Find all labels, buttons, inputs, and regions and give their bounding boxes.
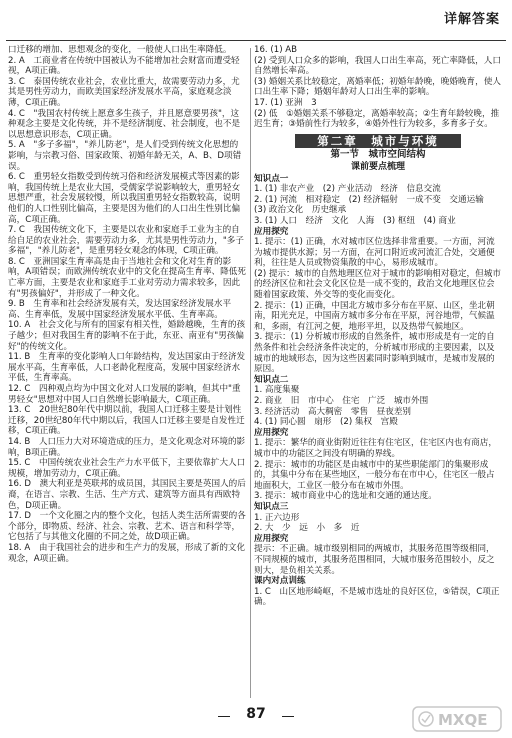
answer-item: 17. D 一个文化圈之内的整个文化，包括人类生活所需要的各个部分，即物质、经济、社会、宗教、艺术、语言和科学等，它包括了与其他文化圈的不同之处，故D项正确。 [8, 511, 246, 543]
knowledge-heading [254, 375, 502, 386]
right-column-body [254, 174, 502, 608]
answer-item: 16. (1) AB [254, 45, 298, 55]
answer-item [254, 216, 502, 227]
knowledge-heading [254, 576, 502, 587]
answer-item [254, 237, 502, 269]
answer-item: 5. A "多子多福"，"养儿防老"，是人们受到传统文化思想的影响，与宗教习俗、国家政策、初婚年龄无关，A、B、D项错误。 [8, 140, 242, 172]
answer-text: 2. 提示：城市的功能区是由城市中的某些职能部门的集聚形成的，其集中分布在某些地区，一般分布在市中心，住宅区一般占地面积大，工业区一般分布在城市外围。 [254, 459, 495, 491]
answer-item: 9. B 生育率和社会经济发展有关，发达国家经济发展水平高、生育率低，发展中国家经济发展水平低、生育率高。 [8, 299, 232, 320]
answer-text: 2. 大 少 远 小 多 近 [254, 523, 360, 534]
knowledge-label: 课内对点训练 [254, 576, 306, 587]
answer-item: 6. C 重男轻女指数受到传统习俗和经济发展模式等因素的影响，我国传统上是农业大国，受儒家学说影响较大，重男轻女思想严重，社会发展较慢，所以我国重男轻女指数较高，说明他们的人口性别比偏高，主要是因为他们的人口出生性别比偏高，C项正确。 [8, 172, 241, 225]
knowledge-label: 知识点一 [254, 173, 289, 184]
answer-text: 1. 提示：繁华的商业街附近往往有住宅区，住宅区内也有商店，城市中的功能区之间没有明确的界线。 [254, 438, 497, 459]
chapter-title: 第二章 城市与环境 [295, 134, 461, 149]
answer-text: 提示：不正确。城市级别相同的两城市，其服务范围等级相同，不同规模的城市，其服务范围相同，大城市服务范围较小，反之则大，是负相关关系。 [254, 544, 495, 576]
knowledge-heading [254, 534, 502, 545]
answer-item: 口迁移的增加、思想观念的变化，一般使人口出生率降低。 [8, 45, 232, 55]
knowledge-heading [254, 502, 502, 513]
answer-item: 13. C 20世纪80年代中期以前，我国人口迁移主要是计划性迁移，20世纪80年代中期以后，我国人口迁移主要是自发性迁移，C项正确。 [8, 405, 245, 437]
answer-item [254, 460, 502, 492]
answer-item: 10. A 社会文化与所有的国家有相关性，婚龄越晚，生育的孩子越少；但对我国生育的影响不在于此，东亚、南亚有"男孩偏好"的传统文化。 [8, 320, 246, 352]
page-header [0, 0, 512, 44]
answer-text: 1. 高度集聚 [254, 385, 300, 396]
answer-item [254, 332, 502, 374]
answer-item: 16. D 澳大利亚是英联邦的成员国，其国民主要是英国人的后裔，在语言、宗教、生活、生产方式、建筑等方面具有西欧特色，D项正确。 [8, 479, 246, 511]
answer-item [254, 269, 502, 301]
answer-item [254, 513, 502, 524]
answer-item [254, 523, 502, 534]
answer-item: 17. (1) 亚洲 3 [254, 97, 317, 108]
answer-item: (2) 受到人口众多的影响，我国人口出生率高，死亡率降低，人口自然增长率高。 [254, 55, 501, 77]
subsection-title: 课前要点梳理 [350, 161, 405, 172]
knowledge-label: 应用探究 [254, 533, 289, 544]
answer-item: 14. B 人口压力大对环境造成的压力，是文化观念对环境的影响，B项正确。 [8, 436, 246, 458]
answer-text: 2. 提示：(1) 正确，中国北方城市多分布在平原、山区，坐北朝南，阳光充足，中国南方城市多分布在平原，河谷地带，气候温和，多雨，有江河之便，地形平坦，以及热带气候地区。 [254, 300, 495, 332]
answer-item: 3. C 泰国传统农业社会，农业比重大，故需要劳动力多，尤其是男性劳动力，而欧美国家经济发展水平高，家庭观念淡薄，C项正确。 [8, 76, 240, 108]
answer-item: (2) 低 ①婚姻关系不够稳定，离婚率较高；②生育年龄较晚，推迟生育；③婚前性行为较多，④婚外性行为较多，多育多子女。 [254, 108, 500, 130]
answer-item: 15. C 中国传统农业社会生产力水平低下，主要依靠扩大人口规模，增加劳动力，C项正确。 [8, 458, 246, 479]
knowledge-label: 应用探究 [254, 427, 289, 438]
answer-text: 1. (1) 非农产业 (2) 产业活动 经济 信息交流 [254, 184, 441, 195]
answer-item: 2. A 工商业者在传统中国被认为不能增加社会财富而遭受轻视，A项正确。 [8, 55, 240, 77]
answer-item: (3) 婚姻关系比较稳定，离婚率低；初婚年龄晚，晚婚晚育，使人口出生率下降；婚姻年龄对人口出生率的影响。 [254, 76, 501, 98]
answer-text: 2. (1) 河流 相对稳定 (2) 经济辐射 一成不变 交通运输 (3) 政治文化 历史继承 [254, 194, 493, 216]
header-title: 详解答案 [443, 12, 500, 27]
knowledge-label: 知识点二 [254, 374, 289, 385]
knowledge-label: 应用探究 [254, 226, 289, 237]
knowledge-heading [254, 174, 502, 185]
answer-item [254, 301, 502, 333]
answer-item [254, 438, 502, 459]
answer-item [254, 396, 502, 407]
knowledge-heading [254, 227, 502, 238]
answer-item [254, 195, 502, 216]
answer-text: 1. 提示：(1) 正确，水对城市区位选择非常重要。一方面，河流为城市提供水源；另一方面，在河口附近或河流汇合处，交通便利，往往是人员或物资集散的中心，易形成城市。 [254, 237, 495, 269]
page-footer [0, 700, 512, 738]
page-number: 87 [232, 706, 280, 722]
answer-item: 18. A 由于我国社会的进步和生产力的发展，形成了新的文化观念，A项正确。 [8, 542, 246, 564]
answer-text: 3. 提示：(1) 分析城市形成的自然条件，城市形成是有一定的自然条件和社会经济条件决定的，分析城市形成的主要因素，以及城市的地域形态，因为这些因素同时影响到城市，是城市发展的原因。 [254, 332, 495, 375]
answer-item: 12. C 四种观点均为中国文化对人口发展的影响，但其中"重男轻女"思想对中国人口自然增长影响最大，C项正确。 [8, 384, 241, 405]
knowledge-label: 知识点三 [254, 501, 289, 512]
answer-item [254, 184, 502, 195]
answer-item: 8. C 亚洲国家生育率高是由于当地社会和文化对生育的影响，A项错误；而欧洲传统农业中的文化在提高生育率、降低死亡率方面，主要是农业和家庭手工业对劳动力需求较多，因此有"男孩偏好"，并形成了一种文化。 [8, 256, 246, 299]
right-column-top [254, 45, 502, 130]
answer-text: 1. 正六边形 [254, 512, 300, 523]
section-title: 第一节 城市空间结构 [330, 149, 426, 161]
answer-text: 3. 经济活动 高大稠密 零售 昼夜差别 [254, 406, 412, 417]
answer-item: 7. C 我国传统文化下，主要是以农业和家庭手工业为主的自给自足的农业社会，需要劳动力多，尤其是男性劳动力，"多子多福"，"养儿防老"，是重男轻女观念的体现，C项正确。 [8, 225, 244, 257]
answer-text: 3. (1) 人口 经济 文化 人海 (3) 枢纽 (4) 商业 [254, 215, 456, 226]
left-column [8, 45, 246, 564]
answer-item [254, 417, 502, 428]
answer-text: 2. 商业 旧 市中心 住宅 广泛 城市外围 [254, 396, 429, 406]
knowledge-heading [254, 428, 502, 439]
answer-item [254, 491, 502, 502]
svg-text:MXQE: MXQE [438, 711, 488, 729]
answer-text: 4. (1) 同心圆 扇形 (2) 集权 宫殿 [254, 417, 398, 428]
right-column [254, 45, 502, 608]
chapter-heading [254, 134, 502, 149]
watermark-logo [412, 704, 504, 734]
answer-item [254, 587, 502, 608]
answer-item: 4. C "我国农村传统上愿意多生孩子，并且愿意要男孩"，这种观念主要是文化传统，并不是经济制度、社会制度，也不是以思想意识形态，C项正确。 [8, 108, 241, 140]
column-divider [250, 48, 251, 698]
answer-item [254, 544, 502, 576]
answer-item [254, 407, 502, 418]
answer-text: 1. C 山区地形崎岖，不是城市选址的良好区位，⑤错误，C项正确。 [254, 586, 500, 608]
answer-item [254, 385, 502, 396]
answer-text: (2) 提示：城市的自然地理区位对于城市的影响相对稳定，但城市的经济区位和社会文化区位是一成不变的，政治文化地理区位会随着国家政策、外交等的变化而变化。 [254, 268, 501, 301]
answer-text: 3. 提示：城市商业中心的选址和交通的通达度。 [254, 491, 437, 502]
answer-item: 11. B 生育率的变化影响人口年龄结构，发达国家由于经济发展水平高，生育率低，人口老龄化程度高，发展中国家经济水平低，生育率高。 [8, 352, 246, 384]
header-rule [6, 40, 506, 41]
